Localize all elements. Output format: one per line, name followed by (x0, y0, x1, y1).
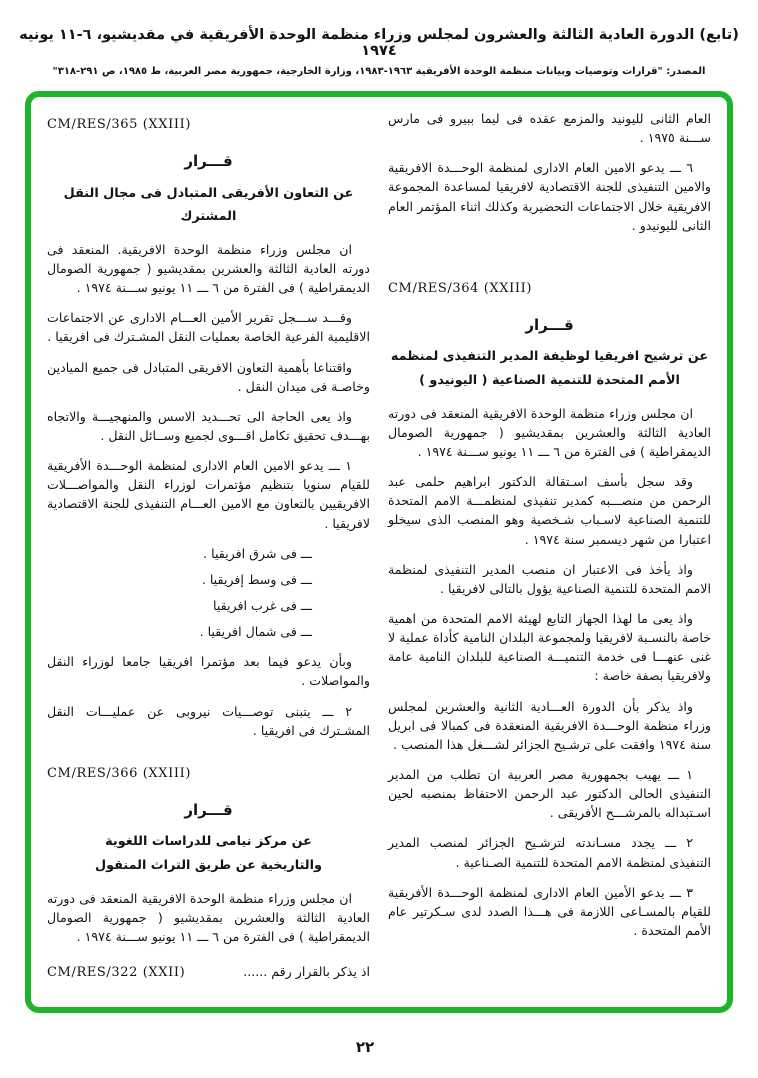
paragraph: ١ ـــ يهيب بجمهورية مصر العربية ان تطلب من المدير التنفيذى الحالى الدكتور عبد الرحمن الاحتفاظ بمنصبه لحين اسـتبداله بالمرشـــح الأفريقى . (388, 766, 711, 821)
region-list (47, 544, 370, 642)
paragraph: ان مجلس وزراء منظمة الوحدة الافريقية المنعقد فى دورته العادية الثالثة والعشرين بمقديشيو ( جمهورية الصومال الديمقراطية ) فى الفترة من ٦ ـــ ١١ يونيو ســـنة ١٩٧٤ . (388, 405, 711, 460)
paragraph: ٢ ـــ يتبنى توصـــيات نيروبى عن عمليـــات النقل المشـترك فى افريقيا . (47, 703, 370, 738)
paragraph: ان مجلس وزراء منظمة الوحدة الافريقية المنعقد فى دورته العادية الثالثة والعشرين بمقديشيو ( جمهورية الصومال الديمقراطية ) فى الفترة من ٦ ـــ ١١ يونيو ســـنة ١٩٧٤ . (47, 890, 370, 945)
subtitle-line: عن مركز نيامى للدراسات اللغوية (105, 834, 312, 850)
resolution-subtitle (388, 345, 711, 392)
paragraph: واقتناعا بأهمية التعاون الافريقى المتبادل فى جميع الميادين وخاصـة فى ميدان النقل . (47, 359, 370, 394)
paragraph: وقد سجل بأسف اسـتقالة الدكتور ابراهيم حلمى عبد الرحمن من منصـــبه كمدير تنفيذى لمنظمـــة الامم المتحدة للتنمية الصناعية لاسـباب شـخصية وهو المنصب الذى سيخلو اعتبارا من شهر ديسمبر سنة ١٩٧٤ . (388, 474, 711, 547)
column-right (388, 105, 711, 951)
reference-resolution-number: CM/RES/322 (XXII) (47, 965, 186, 981)
two-column-layout (31, 97, 727, 1007)
subtitle-line: الأمم المتحدة للتنمية الصناعية ( اليونيدو ) (419, 373, 680, 389)
reference-line (47, 962, 370, 983)
resolution-heading: قـــرار (184, 151, 233, 170)
resolution-subtitle (47, 830, 370, 877)
source-citation: المصدر: "قرارات وتوصيات وبيانات منظمة الوحدة الأفريقية ١٩٦٣-١٩٨٣، وزارة الخارجية، جمهورية مصر العربية، ط ١٩٨٥، ص ٢٩١-٣١٨" (52, 66, 706, 77)
paragraph: ٢ ـــ يجدد مسـاندته لترشـيح الجزائر لمنصب المدير التنفيذى لمنظمة الامم المتحدة للتنمية الصـناعية . (388, 835, 711, 870)
resolution-number: CM/RES/366 (XXIII) (47, 765, 192, 781)
paragraph: ١ ـــ يدعو الامين العام الادارى لمنظمة الوحـــدة الأفريقية للقيام سنويا بتنظيم مؤتمرات لوزراء النقل والمواصـــلات الافريقيين بالتعاون مع الامين العـــام التنفيذى للجنة الاقتصادية لافريقيا . (47, 458, 370, 531)
resolution-subtitle: عن التعاون الأفريقى المتبادل فى مجال النقل المشترك (63, 185, 354, 225)
resolution-number: CM/RES/364 (XXIII) (388, 280, 533, 296)
page-header (0, 0, 758, 77)
list-item: ـــ فى شرق افريقيا . (203, 545, 312, 561)
reference-text: اذ يذكر بالقرار رقم ...... (243, 964, 370, 980)
page-number: ٢٢ (355, 1038, 375, 1056)
subtitle-line: عن ترشيح افريقيا لوظيفة المدير التنفيذى لمنظمه (390, 349, 709, 365)
paragraph: ٦ ـــ يدعو الامين العام الادارى لمنظمة الوحـــدة الافريقية والامين التنفيذى للجنة الاقتصادية لافريقيا لمساعدة المجموعة الافريقية خلال الاجتماعات التحضيرية وكذلك اثناء المؤتمر العام الثانى لليونيدو . (388, 160, 711, 233)
paragraph: العام الثانى لليونيد والمزمع عقده فى ليما ببيرو فى مارس ســـنة ١٩٧٥ . (388, 111, 711, 146)
paragraph: واذ يعى الحاجة الى تحـــديد الاسس والمنهجيـــة والاتجاه بهـــدف تحقيق تكامل اقـــوى لجميع وســائل النقل . (47, 408, 370, 444)
resolution-number: CM/RES/365 (XXIII) (47, 117, 192, 132)
column-left (47, 105, 370, 983)
paragraph: واذ يعى ما لهذا الجهاز التابع لهيئة الامم المتحدة من اهمية خاصة بالنسـبة لافريقيا ولمجموعة البلدان النامية كأداة عملية لا غنى عنهـــا فى خدمة التنميـــة الصناعية للبلدان النامية عامة ولافريقيا بصفة خاصة : (388, 611, 711, 684)
paragraph: وقـــد ســـجل تقرير الأمين العـــام الادارى عن الاجتماعات الاقليمية الفرعية الخاصة بعمليات النقل المشـترك فى افريقيا . (47, 310, 370, 345)
resolution-heading: قـــرار (525, 315, 574, 334)
resolution-heading: قـــرار (184, 800, 233, 819)
session-title: (تابع) الدورة العادية الثالثة والعشرون لمجلس وزراء منظمة الوحدة الأفريقية في مقديشيو، ٦-١١ يونيه ١٩٧٤ (19, 27, 739, 59)
list-item: ـــ فى وسط إفريقيا . (201, 571, 312, 587)
paragraph: ان مجلس وزراء منظمة الوحدة الافريقية. المنعقد فى دورته العادية الثالثة والعشرين بمقديشيو ( جمهورية الصومال الديمقراطية ) فى الفترة من ٦ ـــ ١١ يونيو ســـنة ١٩٧٤ . (47, 241, 370, 296)
list-item: ـــ فى غرب افريقيا (213, 598, 312, 613)
paragraph: واذ يذكر بأن الدورة العـــادية الثانية والعشرين لمجلس وزراء منظمة الوحـــدة الافريقية المنعقدة فى كمبالا فى ابريل سنة ١٩٧٤ وافقت على ترشـيح الجزائر لشـــغل هذا المنصب . (388, 698, 711, 752)
list-item: ـــ فى شمال افريقيا . (199, 624, 312, 640)
subtitle-line: والتاريخية عن طريق التراث المنقول (95, 858, 322, 874)
paragraph: واذ يأخذ فى الاعتبار ان منصب المدير التنفيذى لمنظمة الامم المتحدة للتنمية الصناعية يؤول بالتالى لافريقيا . (388, 561, 711, 596)
paragraph: ٣ ـــ يدعو الأمين العام الادارى لمنظمة الوحـــدة الأفريقية للقيام بالمسـاعى اللازمة فى هـــذا الصدد لدى سـكرتير عام الأمم المتحدة . (388, 884, 711, 938)
paragraph: وبأن يدعو فيما بعد مؤتمرا افريقيا جامعا لوزراء النقل والمواصلات . (47, 654, 370, 689)
content-frame (25, 91, 733, 1013)
